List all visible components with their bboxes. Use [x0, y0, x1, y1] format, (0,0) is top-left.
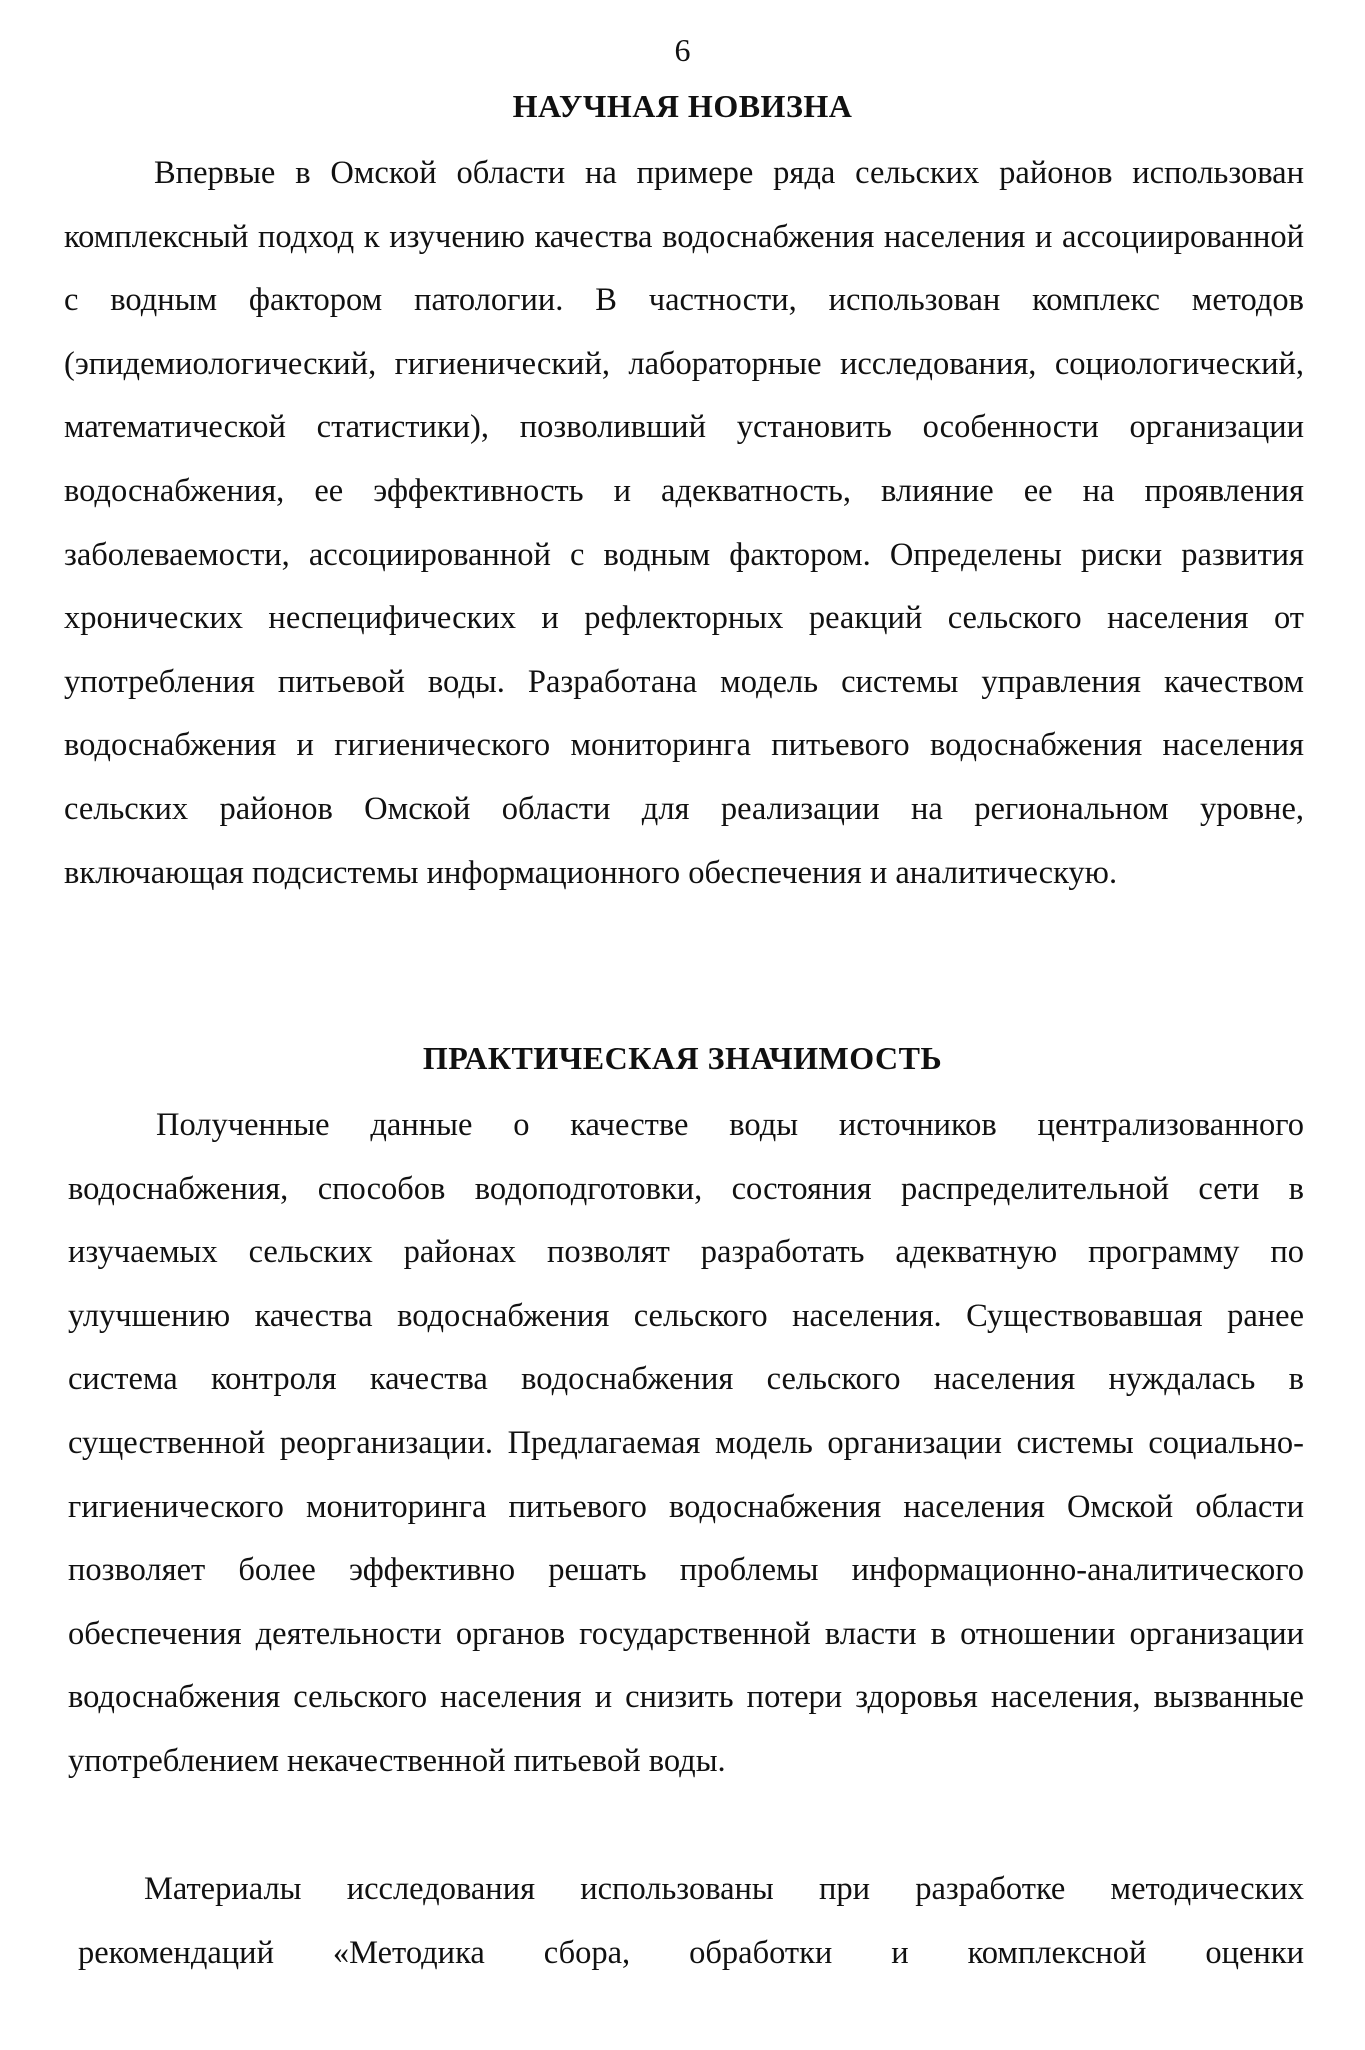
paragraph-practical-significance: Полученные данные о качестве воды источников централизованного водоснабжения, способов водоподготовки, состояния распределительной сети в изучаемых сельских районах позволят разработать адекватную программу по улучшению качества водоснабжения сельского населения. Существовавшая ранее система контроля качества водоснабжения сельского населения нуждалась в существенной реорганизации. Предлагаемая модель организации системы социально-гигиенического мониторинга питьевого водоснабжения населения Омской области позволяет более эффективно решать проблемы информационно-аналитического обеспечения деятельности органов государственной власти в отношении организации водоснабжения сельского населения и снизить потери здоровья населения, вызванные употреблением некачественной питьевой воды.: [68, 1107, 1304, 1779]
page-number: 6: [674, 32, 691, 68]
paragraph-scientific-novelty: Впервые в Омской области на примере ряда сельских районов использован комплексный подход к изучению качества водоснабжения населения и ассоциированной с водным фактором патологии. В частности, использован комплекс методов (эпидемиологический, гигиенический, лабораторные исследования, социологический, математической статистики), позволивший установить особенности организации водоснабжения, ее эффективность и адекватность, влияние ее на проявления заболеваемости, ассоциированной с водным фактором. Определены риски развития хронических неспецифических и рефлекторных реакций сельского населения от употребления питьевой воды. Разработана модель системы управления качеством водоснабжения и гигиенического мониторинга питьевого водоснабжения населения сельских районов Омской области для реализации на региональном уровне, включающая подсистемы информационного обеспечения и аналитическую.: [64, 155, 1304, 891]
section-heading-practical-significance: ПРАКТИЧЕСКАЯ ЗНАЧИМОСТЬ: [422, 1040, 943, 1076]
paragraph-research-materials: Материалы исследования использованы при разработке методических рекомендаций «Методика сбора, обработки и комплексной оценки: [78, 1871, 1304, 1971]
section-heading-scientific-novelty: НАУЧНАЯ НОВИЗНА: [512, 88, 853, 124]
